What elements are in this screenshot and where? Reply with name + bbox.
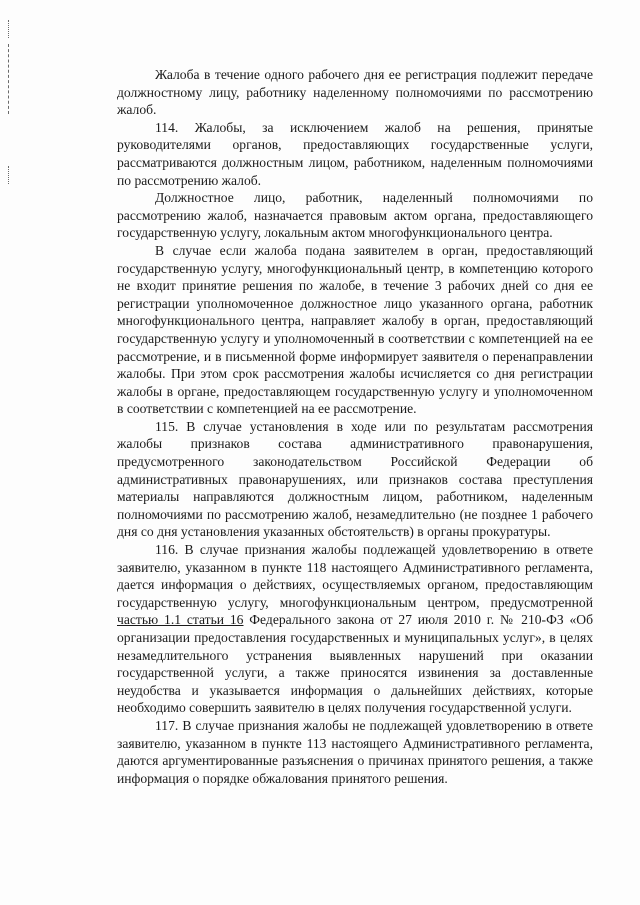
scan-artifact [8,166,15,184]
paragraph-115: 115. В случае установления в ходе или по результатам рассмотрения жалобы признаков состава административного правонарушения, предусмотренного законодательством Российской Федерации об административных правонарушениях, или признаков состава преступления материалы направляются должностным лицом, работником, наделенным полномочиями по рассмотрению жалоб, незамедлительно (не позднее 1 рабочего дня со дня установления указанных обстоятельств) в органы прокуратуры. [117,418,593,540]
document-body [117,66,593,787]
paragraph-114: 114. Жалобы, за исключением жалоб на решения, принятые руководителями органов, предоставляющих государственные услуги, рассматриваются должностным лицом, работником, наделенным полномочиями по рассмотрению жалоб. [117,119,593,188]
paragraph-116-start: 116. В случае признания жалобы подлежащей удовлетворению в ответе заявителю, указанном в пункте 118 настоящего Административного регламента, дается информация о действиях, осуществляемых органом, предоставляющим государственную услугу, многофункциональным центром, предусмотренной [117,542,593,610]
law-article-link[interactable]: частью 1.1 статьи 16 [117,612,244,628]
paragraph-117: 117. В случае признания жалобы не подлежащей удовлетворению в ответе заявителю, указанном в пункте 113 настоящего Административного регламента, даются аргументированные разъяснения о причинах принятого решения, а также информация о порядке обжалования принятого решения. [117,717,593,786]
paragraph-official-appointment: Должностное лицо, работник, наделенный полномочиями по рассмотрению жалоб, назначается правовым актом органа, предоставляющего государственную услугу, локальным актом многофункционального центра. [117,190,593,241]
scan-artifact [8,44,15,114]
paragraph-116-end: Федерального закона от 27 июля 2010 г. № 210-ФЗ «Об организации предоставления государственных и муниципальных услуг», в целях незамедлительного устранения выявленных нарушений при оказании государственной услуги, а также приносятся извинения за доставленные неудобства и указывается информация о дальнейших действиях, которые необходимо совершить заявителю в целях получения государственной услуги. [117,612,593,716]
paragraph-116 [117,541,593,717]
scan-artifact [8,20,15,38]
paragraph-redirect-case: В случае если жалоба подана заявителем в орган, предоставляющий государственную услугу, многофункциональный центр, в компетенцию которого не входит принятие решения по жалобе, в течение 3 рабочих дней со дня ее регистрации уполномоченное должностное лицо указанного органа, работник многофункционального центра, направляет жалобу в орган, предоставляющий государственную услугу и уполномоченный в соответствии с компетенцией на ее рассмотрение, и в письменной форме информирует заявителя о перенаправлении жалобы. При этом срок рассмотрения жалобы исчисляется со дня регистрации жалобы в органе, предоставляющем государственную услугу и уполномоченном в соответствии с компетенцией на ее рассмотрение. [117,242,593,417]
paragraph-complaint-transfer: Жалоба в течение одного рабочего дня ее регистрация подлежит передаче должностному лицу, работнику наделенному полномочиями по рассмотрению жалоб. [117,67,593,118]
